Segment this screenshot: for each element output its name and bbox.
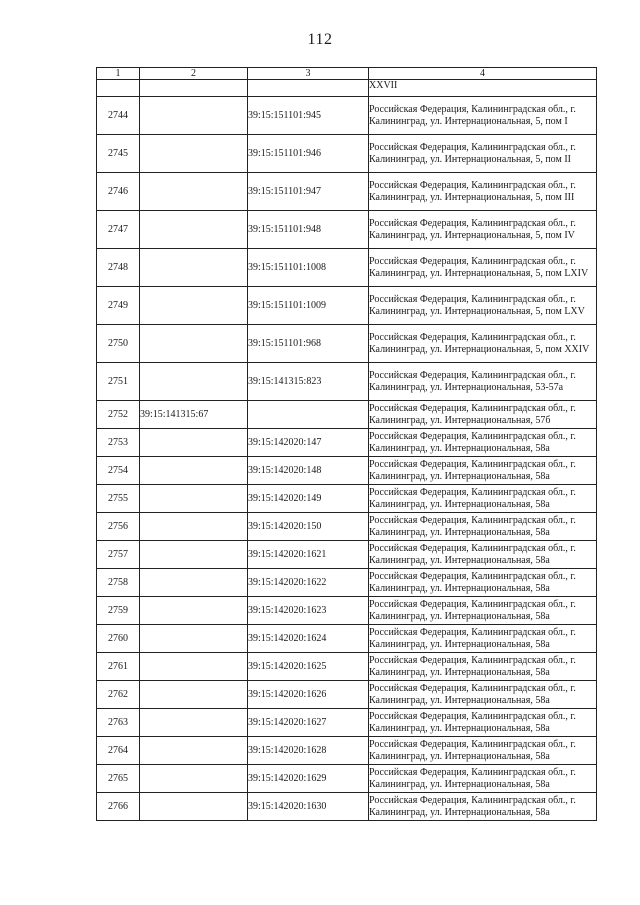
address-cell: Российская Федерация, Калининградская обл., г. Калининград, ул. Интернациональная, 58а [369, 541, 597, 569]
row-number-cell: 2755 [97, 485, 140, 513]
cadastral-number-cell: 39:15:151101:1008 [248, 249, 369, 287]
table-row [97, 569, 597, 597]
land-cadastral-cell [140, 541, 248, 569]
cadastral-number-cell: 39:15:141315:823 [248, 363, 369, 401]
land-cadastral-cell [140, 363, 248, 401]
row-number-cell: 2751 [97, 363, 140, 401]
table-row [97, 485, 597, 513]
address-cell: Российская Федерация, Калининградская обл., г. Калининград, ул. Интернациональная, 58а [369, 457, 597, 485]
address-cell: Российская Федерация, Калининградская обл., г. Калининград, ул. Интернациональная, 5, пом II [369, 135, 597, 173]
land-cadastral-cell [140, 625, 248, 653]
registry-table [96, 67, 597, 821]
row-number-cell: 2744 [97, 97, 140, 135]
address-cell: Российская Федерация, Калининградская обл., г. Калининград, ул. Интернациональная, 5, пом LXV [369, 287, 597, 325]
row-number-cell: 2759 [97, 597, 140, 625]
land-cadastral-cell [140, 709, 248, 737]
land-cadastral-cell [140, 325, 248, 363]
address-cell: Российская Федерация, Калининградская обл., г. Калининград, ул. Интернациональная, 58а [369, 709, 597, 737]
table-row [97, 80, 597, 97]
cadastral-number-cell: 39:15:142020:1622 [248, 569, 369, 597]
cadastral-number-cell: 39:15:151101:947 [248, 173, 369, 211]
cadastral-number-cell [248, 401, 369, 429]
address-cell: Российская Федерация, Калининградская обл., г. Калининград, ул. Интернациональная, 58а [369, 597, 597, 625]
address-cell: Российская Федерация, Калининградская обл., г. Калининград, ул. Интернациональная, 5, пом LXIV [369, 249, 597, 287]
land-cadastral-cell [140, 485, 248, 513]
cadastral-number-cell: 39:15:142020:1623 [248, 597, 369, 625]
row-number-cell: 2764 [97, 737, 140, 765]
row-number-cell [97, 80, 140, 97]
row-number-cell: 2748 [97, 249, 140, 287]
cadastral-number-cell: 39:15:142020:1628 [248, 737, 369, 765]
cadastral-number-cell: 39:15:151101:945 [248, 97, 369, 135]
address-cell: Российская Федерация, Калининградская обл., г. Калининград, ул. Интернациональная, 58а [369, 513, 597, 541]
cadastral-number-cell: 39:15:142020:1626 [248, 681, 369, 709]
cadastral-number-cell: 39:15:142020:1624 [248, 625, 369, 653]
address-cell: Российская Федерация, Калининградская обл., г. Калининград, ул. Интернациональная, 58а [369, 625, 597, 653]
land-cadastral-cell: 39:15:141315:67 [140, 401, 248, 429]
table-row [97, 97, 597, 135]
table-row [97, 363, 597, 401]
table-row [97, 681, 597, 709]
table-row [97, 737, 597, 765]
table-row [97, 765, 597, 793]
column-header: 2 [140, 68, 248, 80]
land-cadastral-cell [140, 737, 248, 765]
table-row [97, 625, 597, 653]
row-number-cell: 2746 [97, 173, 140, 211]
table-row [97, 457, 597, 485]
land-cadastral-cell [140, 287, 248, 325]
table-row [97, 709, 597, 737]
table-row [97, 249, 597, 287]
row-number-cell: 2760 [97, 625, 140, 653]
row-number-cell: 2758 [97, 569, 140, 597]
land-cadastral-cell [140, 457, 248, 485]
row-number-cell: 2766 [97, 793, 140, 821]
address-cell: Российская Федерация, Калининградская обл., г. Калининград, ул. Интернациональная, 58а [369, 429, 597, 457]
table-header-row [97, 68, 597, 80]
address-cell: Российская Федерация, Калининградская обл., г. Калининград, ул. Интернациональная, 5, пом XXIV [369, 325, 597, 363]
address-cell: Российская Федерация, Калининградская обл., г. Калининград, ул. Интернациональная, 5, пом IV [369, 211, 597, 249]
table-row [97, 597, 597, 625]
row-number-cell: 2756 [97, 513, 140, 541]
cadastral-number-cell: 39:15:142020:1629 [248, 765, 369, 793]
cadastral-number-cell: 39:15:151101:1009 [248, 287, 369, 325]
cadastral-number-cell: 39:15:142020:149 [248, 485, 369, 513]
land-cadastral-cell [140, 569, 248, 597]
address-cell: Российская Федерация, Калининградская обл., г. Калининград, ул. Интернациональная, 58а [369, 793, 597, 821]
address-cell: Российская Федерация, Калининградская обл., г. Калининград, ул. Интернациональная, 58а [369, 737, 597, 765]
land-cadastral-cell [140, 97, 248, 135]
page-number: 112 [307, 31, 333, 48]
land-cadastral-cell [140, 249, 248, 287]
land-cadastral-cell [140, 211, 248, 249]
table-row [97, 401, 597, 429]
row-number-cell: 2762 [97, 681, 140, 709]
cadastral-number-cell: 39:15:151101:968 [248, 325, 369, 363]
table-row [97, 211, 597, 249]
address-cell: XXVII [369, 80, 597, 97]
land-cadastral-cell [140, 513, 248, 541]
row-number-cell: 2750 [97, 325, 140, 363]
row-number-cell: 2752 [97, 401, 140, 429]
cadastral-number-cell: 39:15:142020:1627 [248, 709, 369, 737]
row-number-cell: 2749 [97, 287, 140, 325]
row-number-cell: 2757 [97, 541, 140, 569]
cadastral-number-cell: 39:15:151101:948 [248, 211, 369, 249]
address-cell: Российская Федерация, Калининградская обл., г. Калининград, ул. Интернациональная, 58а [369, 765, 597, 793]
land-cadastral-cell [140, 597, 248, 625]
address-cell: Российская Федерация, Калининградская обл., г. Калининград, ул. Интернациональная, 58а [369, 653, 597, 681]
address-cell: Российская Федерация, Калининградская обл., г. Калининград, ул. Интернациональная, 58а [369, 569, 597, 597]
table-row [97, 287, 597, 325]
address-cell: Российская Федерация, Калининградская обл., г. Калининград, ул. Интернациональная, 5, пом III [369, 173, 597, 211]
row-number-cell: 2763 [97, 709, 140, 737]
land-cadastral-cell [140, 80, 248, 97]
table-row [97, 513, 597, 541]
table-row [97, 325, 597, 363]
cadastral-number-cell: 39:15:142020:147 [248, 429, 369, 457]
table-row [97, 429, 597, 457]
cadastral-number-cell: 39:15:142020:148 [248, 457, 369, 485]
row-number-cell: 2754 [97, 457, 140, 485]
row-number-cell: 2761 [97, 653, 140, 681]
address-cell: Российская Федерация, Калининградская обл., г. Калининград, ул. Интернациональная, 57б [369, 401, 597, 429]
land-cadastral-cell [140, 135, 248, 173]
cadastral-number-cell: 39:15:142020:1630 [248, 793, 369, 821]
cadastral-number-cell: 39:15:142020:1625 [248, 653, 369, 681]
row-number-cell: 2747 [97, 211, 140, 249]
address-cell: Российская Федерация, Калининградская обл., г. Калининград, ул. Интернациональная, 5, пом I [369, 97, 597, 135]
table-row [97, 653, 597, 681]
column-header: 3 [248, 68, 369, 80]
row-number-cell: 2745 [97, 135, 140, 173]
cadastral-number-cell [248, 80, 369, 97]
cadastral-number-cell: 39:15:142020:1621 [248, 541, 369, 569]
column-header: 4 [369, 68, 597, 80]
land-cadastral-cell [140, 681, 248, 709]
cadastral-number-cell: 39:15:142020:150 [248, 513, 369, 541]
land-cadastral-cell [140, 793, 248, 821]
table-row [97, 135, 597, 173]
row-number-cell: 2753 [97, 429, 140, 457]
land-cadastral-cell [140, 765, 248, 793]
land-cadastral-cell [140, 173, 248, 211]
address-cell: Российская Федерация, Калининградская обл., г. Калининград, ул. Интернациональная, 58а [369, 485, 597, 513]
table-row [97, 173, 597, 211]
table-row [97, 793, 597, 821]
address-cell: Российская Федерация, Калининградская обл., г. Калининград, ул. Интернациональная, 53-57а [369, 363, 597, 401]
cadastral-number-cell: 39:15:151101:946 [248, 135, 369, 173]
land-cadastral-cell [140, 429, 248, 457]
address-cell: Российская Федерация, Калининградская обл., г. Калининград, ул. Интернациональная, 58а [369, 681, 597, 709]
table-row [97, 541, 597, 569]
land-cadastral-cell [140, 653, 248, 681]
column-header: 1 [97, 68, 140, 80]
row-number-cell: 2765 [97, 765, 140, 793]
